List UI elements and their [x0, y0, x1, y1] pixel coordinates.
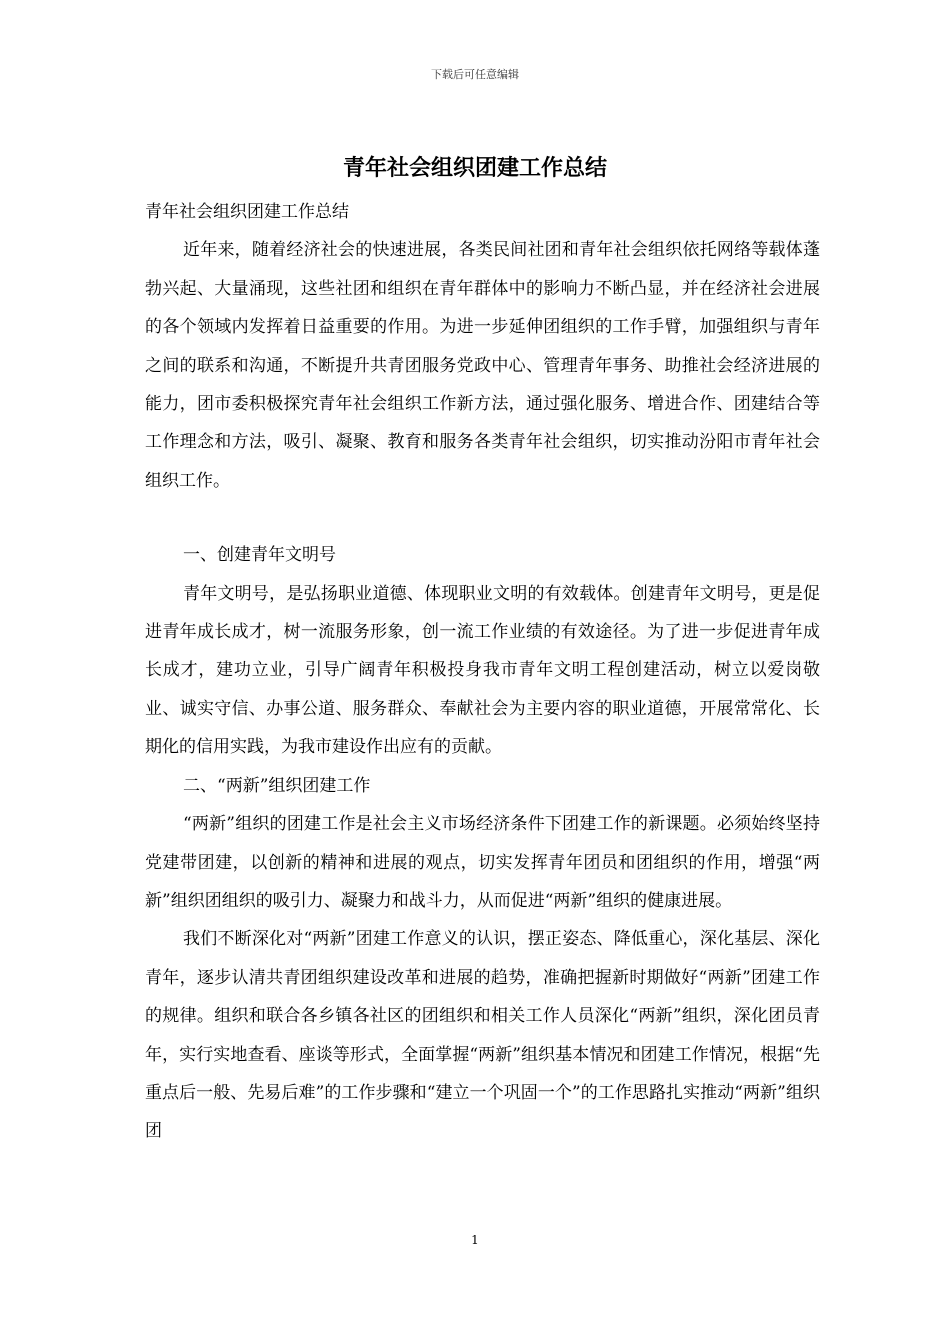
section-2-paragraph-b: 我们不断深化对“两新”团建工作意义的认识，摆正姿态、降低重心，深化基层、深化青年，逐步认清共青团组织建设改革和进展的趋势，准确把握新时期做好“两新”团建工作的规律。组织和联合各乡镇各社区的团组织和相关工作人员深化“两新”组织，深化团员青年，实行实地查看、座谈等形式，全面掌握“两新”组织基本情况和团建工作情况，根据“先重点后一般、先易后难”的工作步骤和“建立一个巩固一个”的工作思路扎实推动“两新”组织团: [145, 929, 820, 1142]
section-1-paragraph: 青年文明号，是弘扬职业道德、体现职业文明的有效载体。创建青年文明号，更是促进青年成长成才，树一流服务形象，创一流工作业绩的有效途径。为了进一步促进青年成长成才，建功立业，引导广阔青年积极投身我市青年文明工程创建活动，树立以爱岗敬业、诚实守信、办事公道、服务群众、奉献社会为主要内容的职业道德，开展常常化、长期化的信用实践，为我市建设作出应有的贡献。: [145, 583, 820, 758]
document-title: 青年社会组织团建工作总结: [342, 156, 607, 181]
page-header-note: 下载后可任意编辑: [431, 68, 519, 81]
intro-paragraph: 近年来，随着经济社会的快速进展，各类民间社团和青年社会组织依托网络等载体蓬勃兴起、大量涌现，这些社团和组织在青年群体中的影响力不断凸显，并在经济社会进展的各个领域内发挥着日益重要的作用。为进一步延伸团组织的工作手臂，加强组织与青年之间的联系和沟通，不断提升共青团服务党政中心、管理青年事务、助推社会经济进展的能力，团市委积极探究青年社会组织工作新方法，通过强化服务、增进合作、团建结合等工作理念和方法，吸引、凝聚、教育和服务各类青年社会组织，切实推动汾阳市青年社会组织工作。: [145, 240, 820, 491]
section-heading-2: 二、“两新”组织团建工作: [183, 775, 371, 796]
document-subtitle: 青年社会组织团建工作总结: [145, 202, 349, 222]
section-heading-1: 一、创建青年文明号: [183, 545, 336, 566]
page-number: 1: [471, 1233, 479, 1247]
document-body: [145, 193, 820, 1151]
section-2-paragraph-a: “两新”组织的团建工作是社会主义市场经济条件下团建工作的新课题。必须始终坚持党建带团建，以创新的精神和进展的观点，切实发挥青年团员和团组织的作用，增强“两新”组织团组织的吸引力、凝聚力和战斗力，从而促进“两新”组织的健康进展。: [145, 814, 820, 911]
